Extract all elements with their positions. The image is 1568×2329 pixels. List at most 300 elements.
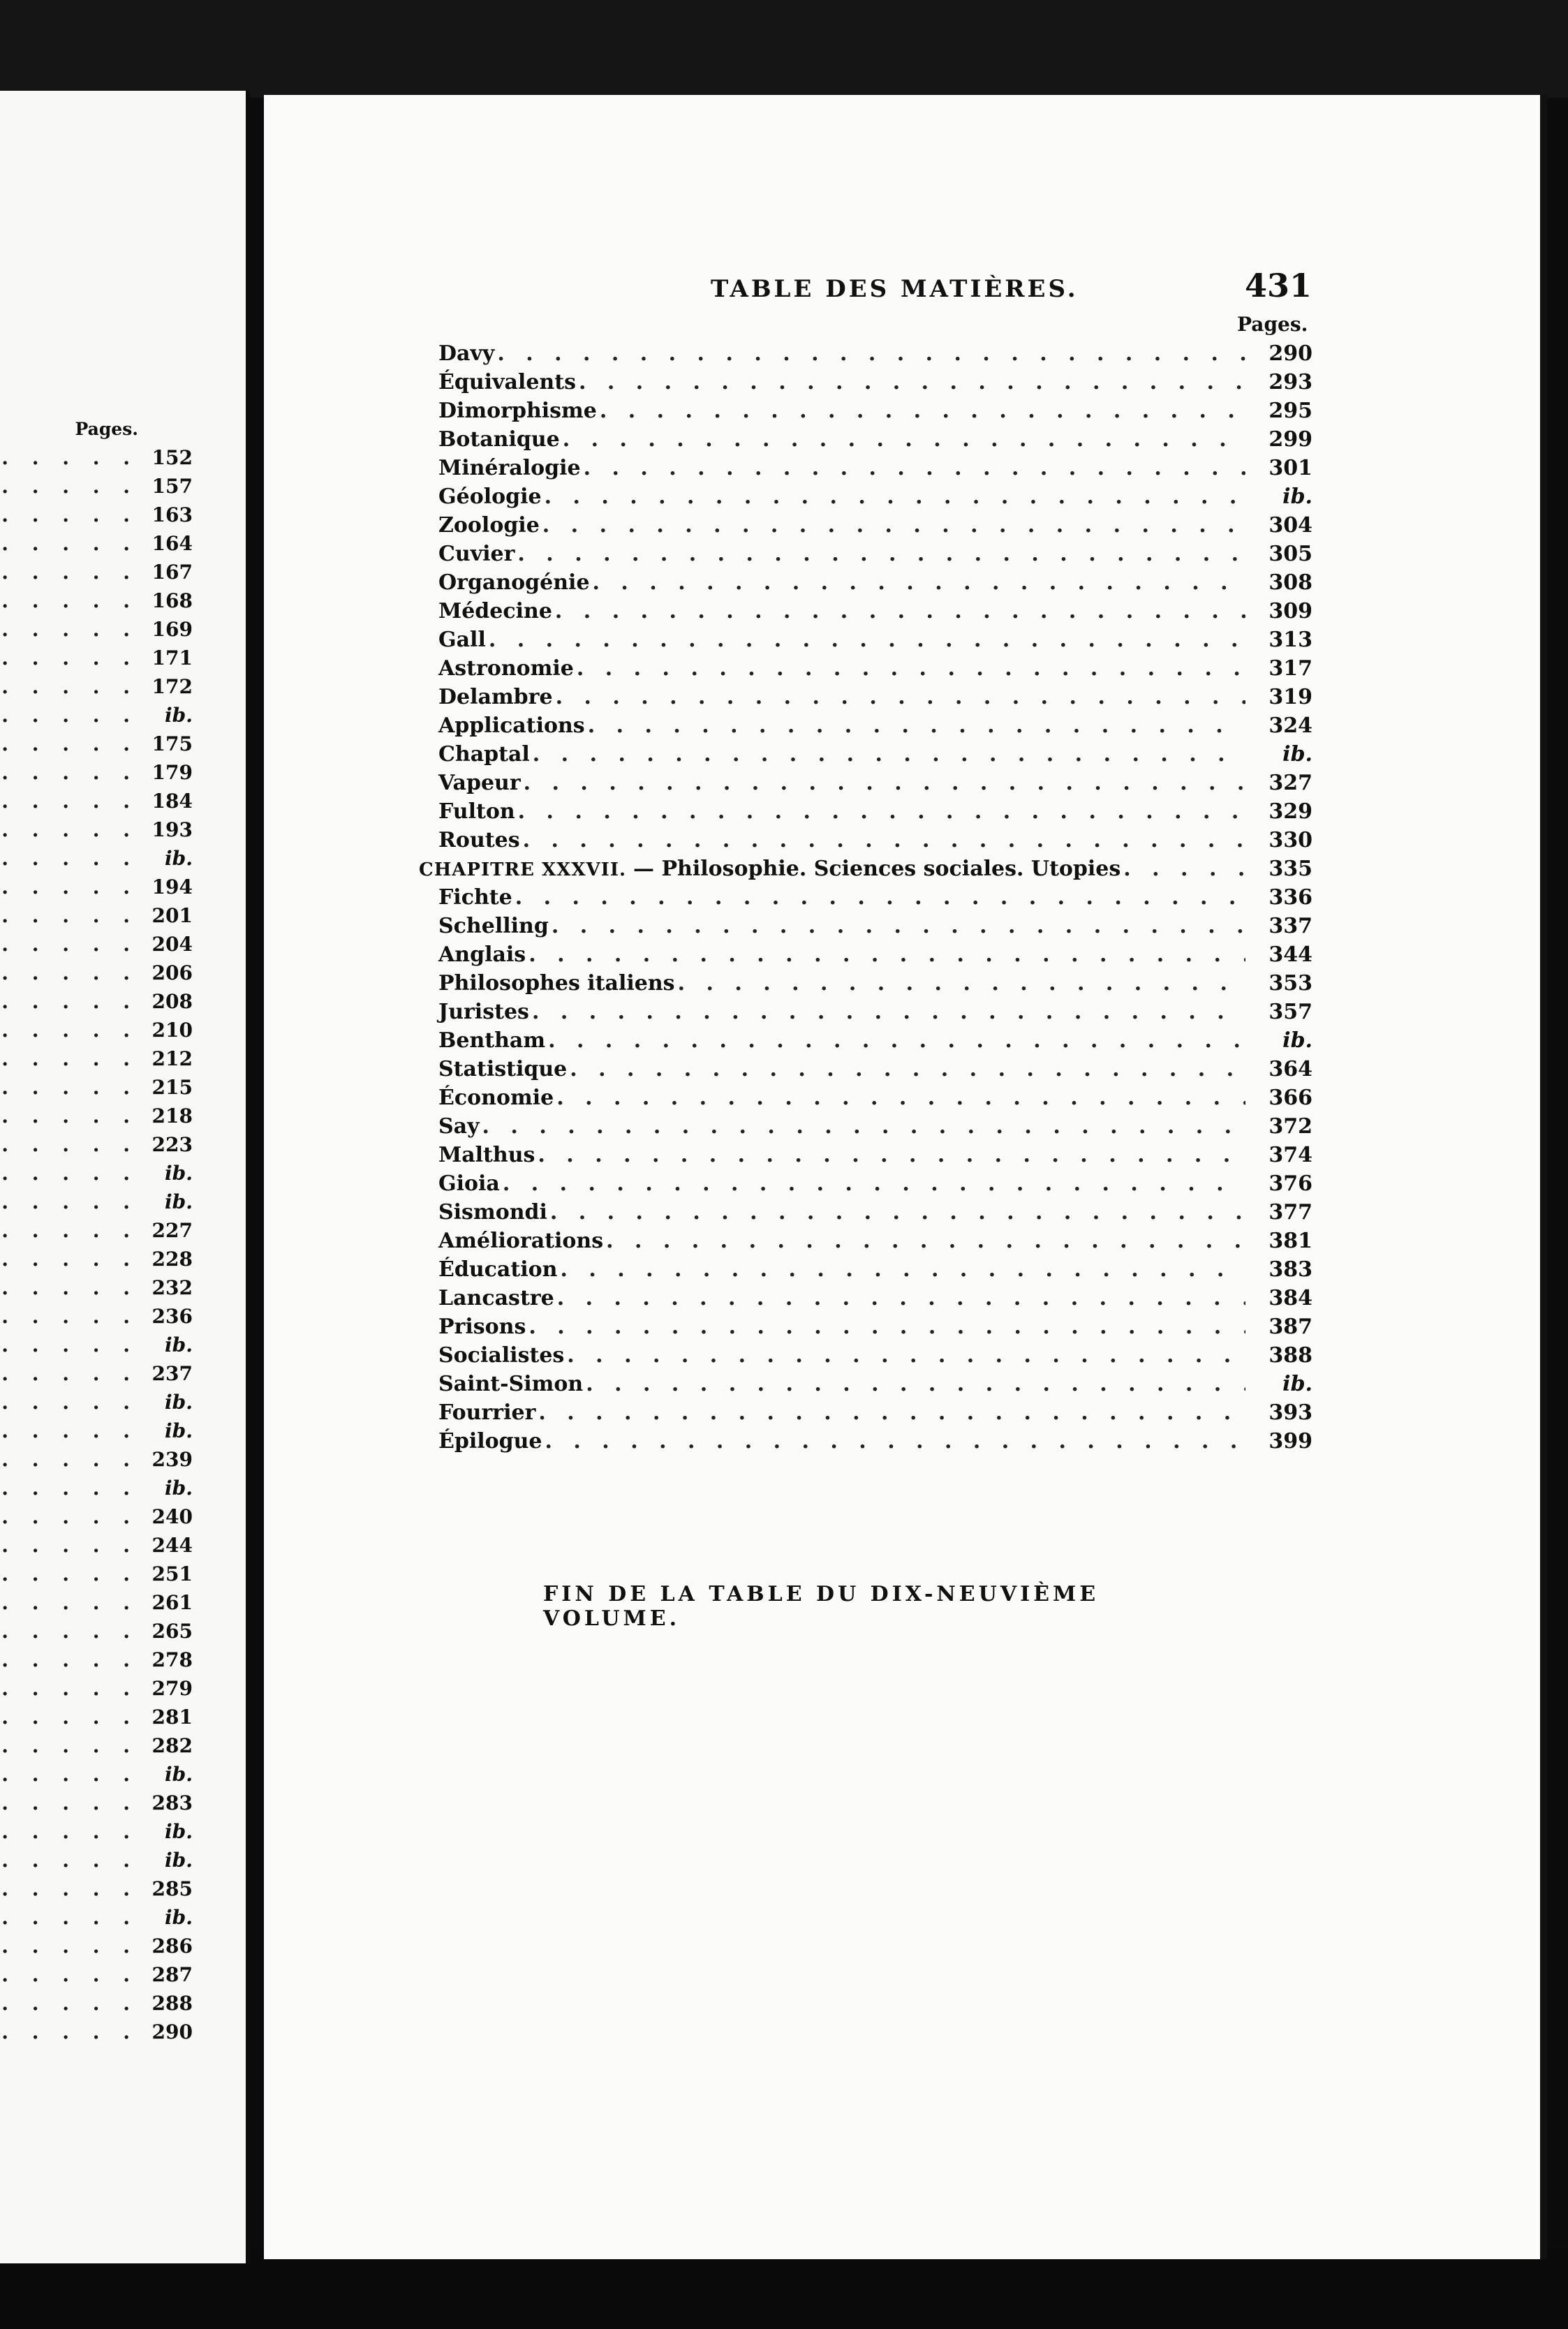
toc-page-number: 384 (1269, 1286, 1312, 1310)
left-page-row (0, 844, 246, 873)
dot-leader (567, 1341, 1245, 1370)
dot-leader (503, 1169, 1245, 1198)
dot-leader: . . . . . (1, 1992, 138, 2015)
dot-leader: . . . . . (1, 1333, 138, 1356)
left-page-number: ib. (165, 1849, 193, 1872)
left-page-row (0, 615, 246, 644)
left-page-row (0, 1474, 246, 1502)
toc-entry (419, 769, 1312, 797)
dot-leader (528, 940, 1245, 969)
left-page-number: 251 (151, 1562, 193, 1585)
toc-entry (419, 1169, 1312, 1198)
left-page-row (0, 558, 246, 586)
dot-leader (538, 1398, 1245, 1427)
toc-entry-label: Gall (438, 628, 486, 652)
dot-leader: . . . . . (1, 1104, 138, 1127)
left-page-row (0, 672, 246, 701)
left-page-row (0, 1130, 246, 1159)
dot-leader (1123, 855, 1245, 883)
dot-leader (528, 1313, 1245, 1341)
left-page-row (0, 1016, 246, 1044)
left-page-number: 169 (151, 618, 193, 641)
dot-leader (570, 1055, 1245, 1084)
scan-background-top (0, 0, 1568, 98)
dot-leader (545, 482, 1245, 511)
left-page-row (0, 1245, 246, 1273)
toc-entry-label: Épilogue (438, 1429, 542, 1454)
left-page-number: 204 (151, 933, 193, 956)
toc-entry-label: Statistique (438, 1057, 568, 1081)
toc-page-number: ib. (1282, 742, 1312, 767)
toc-entry-label: Fourrier (438, 1400, 536, 1425)
toc-entry (419, 1084, 1312, 1112)
dot-leader: . . . . . (1, 847, 138, 870)
toc-page-number: 364 (1269, 1057, 1312, 1081)
toc-page-number: 374 (1269, 1143, 1312, 1167)
toc-page-number: 304 (1269, 513, 1312, 538)
toc-entry (419, 626, 1312, 654)
left-page-row (0, 815, 246, 844)
toc-entry (419, 1398, 1312, 1427)
toc-page-number: 337 (1269, 914, 1312, 938)
dot-leader: . . . . . (1, 933, 138, 956)
toc-entry-label: Vapeur (438, 771, 521, 795)
toc-entry-label: Gioia (438, 1171, 500, 1196)
left-page-number: 240 (151, 1505, 193, 1528)
left-page-row (0, 1216, 246, 1245)
left-page-row (0, 644, 246, 672)
toc-entry (419, 883, 1312, 912)
dot-leader: . . . . . (1, 532, 138, 555)
left-page-row (0, 1960, 246, 1989)
left-page-number: 283 (151, 1791, 193, 1814)
left-page-number: ib. (165, 847, 193, 870)
toc-entry-label: Médecine (438, 599, 552, 623)
left-page-row (0, 873, 246, 901)
left-page-row (0, 443, 246, 472)
left-page-row (0, 1674, 246, 1703)
dot-leader (588, 711, 1245, 740)
toc-entry-label: Zoologie (438, 513, 540, 538)
toc-entry-label: Botanique (438, 427, 560, 452)
dot-leader (548, 1026, 1245, 1055)
left-page-number: 279 (151, 1677, 193, 1700)
dot-leader (515, 883, 1245, 912)
left-page-row (0, 1417, 246, 1445)
dot-leader: . . . . . (1, 475, 138, 498)
dot-leader (606, 1227, 1245, 1255)
left-page-row (0, 758, 246, 787)
toc-entry (419, 683, 1312, 711)
left-page-row (0, 1703, 246, 1731)
left-page-row (0, 1359, 246, 1388)
dot-leader: . . . . . (1, 1162, 138, 1185)
left-page-number: 232 (151, 1276, 193, 1299)
toc-page-number: 308 (1269, 570, 1312, 595)
toc-entry (419, 368, 1312, 397)
left-page-number: 208 (151, 990, 193, 1013)
dot-leader: . . . . . (1, 1305, 138, 1328)
toc-entry (419, 1313, 1312, 1341)
left-page-number: ib. (165, 1190, 193, 1213)
left-page-number: 206 (151, 961, 193, 984)
toc-entry-label: Améliorations (438, 1229, 604, 1253)
dot-leader: . . . . . (1, 1248, 138, 1271)
right-page (264, 95, 1547, 2259)
left-page-number: ib. (165, 704, 193, 727)
toc-entry-label: Saint-Simon (438, 1372, 584, 1396)
left-page-row (0, 1445, 246, 1474)
left-page-number: 236 (151, 1305, 193, 1328)
dot-leader (517, 540, 1245, 568)
toc-entry (419, 425, 1312, 454)
dot-leader: . . . . . (1, 2020, 138, 2043)
toc-entry (419, 1026, 1312, 1055)
toc-entry-label: Équivalents (438, 370, 576, 394)
toc-entry-label: Fichte (438, 885, 512, 910)
dot-leader: . . . . . (1, 818, 138, 841)
dot-leader: . . . . . (1, 1448, 138, 1471)
toc-page-number: 330 (1269, 828, 1312, 852)
dot-leader: . . . . . (1, 1562, 138, 1585)
dot-leader (577, 654, 1245, 683)
dot-leader: . . . . . (1, 1047, 138, 1070)
dot-leader: . . . . . (1, 1019, 138, 1042)
left-page-row (0, 1531, 246, 1560)
toc-entry (419, 1341, 1312, 1370)
left-page-row (0, 1159, 246, 1188)
toc-page-number: 393 (1269, 1400, 1312, 1425)
left-page-number: 244 (151, 1534, 193, 1557)
dot-leader: . . . . . (1, 675, 138, 698)
toc-entry-label: Chaptal (438, 742, 530, 767)
left-page-number: ib. (165, 1763, 193, 1786)
dot-leader: . . . . . (1, 761, 138, 784)
left-page-number: 287 (151, 1963, 193, 1986)
left-page-number: 179 (151, 761, 193, 784)
dot-leader: . . . . . (1, 1419, 138, 1442)
left-page-number: 210 (151, 1019, 193, 1042)
left-page-row (0, 1388, 246, 1417)
toc-entry-label: Sismondi (438, 1200, 547, 1225)
toc-entry (419, 1284, 1312, 1313)
toc-entry-label: Philosophes italiens (438, 971, 675, 996)
dot-leader: . . . . . (1, 589, 138, 612)
toc-entry-label: Malthus (438, 1143, 535, 1167)
left-page-row (0, 987, 246, 1016)
dot-leader (593, 568, 1245, 597)
left-page-row (0, 1073, 246, 1102)
pages-column-label: Pages. (1237, 313, 1308, 336)
toc-entry-label: Anglais (438, 942, 526, 967)
toc-entry (419, 540, 1312, 568)
toc-entry-label: Delambre (438, 685, 553, 709)
left-page-row (0, 1044, 246, 1073)
left-page-row (0, 2018, 246, 2046)
left-page-number: 175 (151, 732, 193, 755)
left-page-number: 164 (151, 532, 193, 555)
toc-entry-label: Éducation (438, 1257, 558, 1282)
toc-entry (419, 740, 1312, 769)
toc-entry (419, 482, 1312, 511)
left-page-number: 212 (151, 1047, 193, 1070)
left-page-row (0, 1789, 246, 1817)
toc-entry-label: Dimorphisme (438, 399, 597, 423)
toc-entry (419, 826, 1312, 855)
toc-entry (419, 998, 1312, 1026)
table-of-contents (419, 339, 1312, 1456)
dot-leader: . . . . . (1, 1734, 138, 1757)
toc-entry (419, 397, 1312, 425)
toc-entry (419, 568, 1312, 597)
dot-leader (600, 397, 1245, 425)
dot-leader: . . . . . (1, 1190, 138, 1213)
end-note: FIN DE LA TABLE DU DIX-NEUVIÈME VOLUME. (543, 1582, 1100, 1631)
toc-page-number: 335 (1269, 857, 1312, 881)
toc-entry-label: Astronomie (438, 656, 574, 681)
dot-leader (556, 683, 1245, 711)
toc-entry-label: Lancastre (438, 1286, 554, 1310)
toc-entry (419, 1255, 1312, 1284)
toc-entry-label: Applications (438, 714, 585, 738)
left-page-row (0, 1875, 246, 1903)
dot-leader: . . . . . (1, 1963, 138, 1986)
dot-leader: . . . . . (1, 1877, 138, 1900)
toc-page-number: ib. (1282, 485, 1312, 509)
left-page-number: 152 (151, 446, 193, 469)
left-page-number: 223 (151, 1133, 193, 1156)
dot-leader: . . . . . (1, 1276, 138, 1299)
left-page-row (0, 959, 246, 987)
dot-leader: . . . . . (1, 704, 138, 727)
toc-entry-label: Bentham (438, 1028, 546, 1053)
left-page-row (0, 1932, 246, 1960)
toc-entry-label: Cuvier (438, 542, 515, 566)
left-page-number: ib. (165, 1820, 193, 1843)
left-page-number: 286 (151, 1935, 193, 1958)
dot-leader: . . . . . (1, 1477, 138, 1500)
toc-entry (419, 597, 1312, 626)
left-page-number: 265 (151, 1620, 193, 1643)
dot-leader (489, 626, 1245, 654)
dot-leader: . . . . . (1, 1791, 138, 1814)
left-page-row (0, 1502, 246, 1531)
toc-page-number: 344 (1269, 942, 1312, 967)
toc-entry-label: Organogénie (438, 570, 590, 595)
toc-entry-label: Économie (438, 1086, 554, 1110)
dot-leader: . . . . . (1, 961, 138, 984)
toc-page-number: 387 (1269, 1315, 1312, 1339)
left-page-row (0, 1903, 246, 1932)
dot-leader (555, 597, 1245, 626)
left-page-number: 281 (151, 1706, 193, 1729)
dot-leader: . . . . . (1, 1620, 138, 1643)
left-page-row (0, 1817, 246, 1846)
toc-entry-label: Davy (438, 341, 495, 366)
toc-entry (419, 912, 1312, 940)
toc-entry (419, 511, 1312, 540)
dot-leader: . . . . . (1, 1706, 138, 1729)
toc-page-number: 319 (1269, 685, 1312, 709)
dot-leader (538, 1141, 1245, 1169)
left-page-row (0, 1273, 246, 1302)
dot-leader: . . . . . (1, 1648, 138, 1671)
chapter-row (419, 855, 1312, 883)
left-page-row (0, 1646, 246, 1674)
left-page-number: 227 (151, 1219, 193, 1242)
left-page-row (0, 901, 246, 930)
toc-page-number: 383 (1269, 1257, 1312, 1282)
dot-leader: . . . . . (1, 1849, 138, 1872)
dot-leader: . . . . . (1, 1219, 138, 1242)
toc-page-number: 305 (1269, 542, 1312, 566)
dot-leader (524, 769, 1245, 797)
toc-entry (419, 339, 1312, 368)
left-page-number: 285 (151, 1877, 193, 1900)
left-page-row (0, 930, 246, 959)
toc-entry (419, 711, 1312, 740)
dot-leader (497, 339, 1245, 368)
dot-leader: . . . . . (1, 904, 138, 927)
left-page-number: 167 (151, 561, 193, 584)
left-page-row (0, 701, 246, 730)
dot-leader: . . . . . (1, 1820, 138, 1843)
dot-leader (579, 368, 1245, 397)
toc-entry-label: Schelling (438, 914, 549, 938)
left-page-row (0, 1302, 246, 1331)
left-page-number: 172 (151, 675, 193, 698)
toc-page-number: 327 (1269, 771, 1312, 795)
dot-leader: . . . . . (1, 1763, 138, 1786)
chapter-label: CHAPITRE XXXVII. (419, 859, 627, 880)
toc-page-number: 329 (1269, 799, 1312, 824)
toc-page-number: 324 (1269, 714, 1312, 738)
toc-page-number: ib. (1282, 1028, 1312, 1053)
left-page-number: ib. (165, 1162, 193, 1185)
left-page-number: ib. (165, 1477, 193, 1500)
left-page-number: ib. (165, 1333, 193, 1356)
toc-entry (419, 1370, 1312, 1398)
left-page-row (0, 730, 246, 758)
toc-page-number: 299 (1269, 427, 1312, 452)
dot-leader: . . . . . (1, 1362, 138, 1385)
toc-entry (419, 940, 1312, 969)
left-page-numbers (0, 443, 246, 2046)
toc-page-number: 372 (1269, 1114, 1312, 1139)
left-page-row (0, 1846, 246, 1875)
left-page-row (0, 586, 246, 615)
dot-leader: . . . . . (1, 503, 138, 526)
toc-entry (419, 797, 1312, 826)
dot-leader (557, 1284, 1245, 1313)
left-page-row (0, 501, 246, 529)
left-page-row (0, 1102, 246, 1130)
dot-leader: . . . . . (1, 1505, 138, 1528)
toc-page-number: 295 (1269, 399, 1312, 423)
left-page-number: 201 (151, 904, 193, 927)
left-page-row (0, 1188, 246, 1216)
page-number: 431 (1245, 267, 1312, 304)
toc-entry (419, 454, 1312, 482)
toc-page-number: ib. (1282, 1372, 1312, 1396)
left-page-row (0, 529, 246, 558)
dot-leader (560, 1255, 1245, 1284)
left-pages-label: Pages. (75, 419, 138, 439)
toc-page-number: 388 (1269, 1343, 1312, 1368)
chapter-title: — Philosophie. Sciences sociales. Utopies (633, 857, 1121, 881)
toc-entry (419, 969, 1312, 998)
dot-leader (550, 1198, 1245, 1227)
toc-entry (419, 1055, 1312, 1084)
dot-leader (586, 1370, 1245, 1398)
left-page-number: ib. (165, 1391, 193, 1414)
dot-leader (542, 511, 1245, 540)
left-page-row (0, 1760, 246, 1789)
left-page-row (0, 1331, 246, 1359)
toc-page-number: 376 (1269, 1171, 1312, 1196)
dot-leader: . . . . . (1, 1591, 138, 1614)
dot-leader: . . . . . (1, 1076, 138, 1099)
dot-leader: . . . . . (1, 790, 138, 813)
dot-leader: . . . . . (1, 1935, 138, 1958)
dot-leader (523, 826, 1245, 855)
dot-leader (482, 1112, 1245, 1141)
dot-leader: . . . . . (1, 1534, 138, 1557)
left-page (0, 91, 250, 2263)
dot-leader (552, 912, 1245, 940)
toc-entry-label: Say (438, 1114, 480, 1139)
toc-entry-label: Minéralogie (438, 456, 581, 480)
left-page-number: 157 (151, 475, 193, 498)
toc-entry-label: Fulton (438, 799, 515, 824)
toc-entry (419, 1227, 1312, 1255)
dot-leader: . . . . . (1, 732, 138, 755)
toc-entry-label: Prisons (438, 1315, 526, 1339)
toc-page-number: 290 (1269, 341, 1312, 366)
toc-entry-label: Juristes (438, 1000, 529, 1024)
left-page-number: 163 (151, 503, 193, 526)
left-page-number: 215 (151, 1076, 193, 1099)
dot-leader (545, 1427, 1245, 1456)
toc-entry-label: Socialistes (438, 1343, 565, 1368)
toc-page-number: 313 (1269, 628, 1312, 652)
left-page-row (0, 1989, 246, 2018)
left-page-number: 194 (151, 875, 193, 899)
left-page-number: 282 (151, 1734, 193, 1757)
left-page-number: 237 (151, 1362, 193, 1385)
toc-page-number: 366 (1269, 1086, 1312, 1110)
left-page-number: 168 (151, 589, 193, 612)
toc-page-number: 309 (1269, 599, 1312, 623)
dot-leader: . . . . . (1, 561, 138, 584)
toc-entry (419, 654, 1312, 683)
dot-leader: . . . . . (1, 646, 138, 670)
dot-leader: . . . . . (1, 875, 138, 899)
dot-leader (584, 454, 1245, 482)
toc-page-number: 353 (1269, 971, 1312, 996)
toc-page-number: 293 (1269, 370, 1312, 394)
dot-leader (678, 969, 1245, 998)
dot-leader: . . . . . (1, 1677, 138, 1700)
left-page-number: 228 (151, 1248, 193, 1271)
dot-leader: . . . . . (1, 1906, 138, 1929)
toc-entry (419, 1112, 1312, 1141)
left-page-number: 261 (151, 1591, 193, 1614)
dot-leader: . . . . . (1, 1133, 138, 1156)
toc-entry (419, 1198, 1312, 1227)
dot-leader (518, 797, 1245, 826)
dot-leader (556, 1084, 1245, 1112)
